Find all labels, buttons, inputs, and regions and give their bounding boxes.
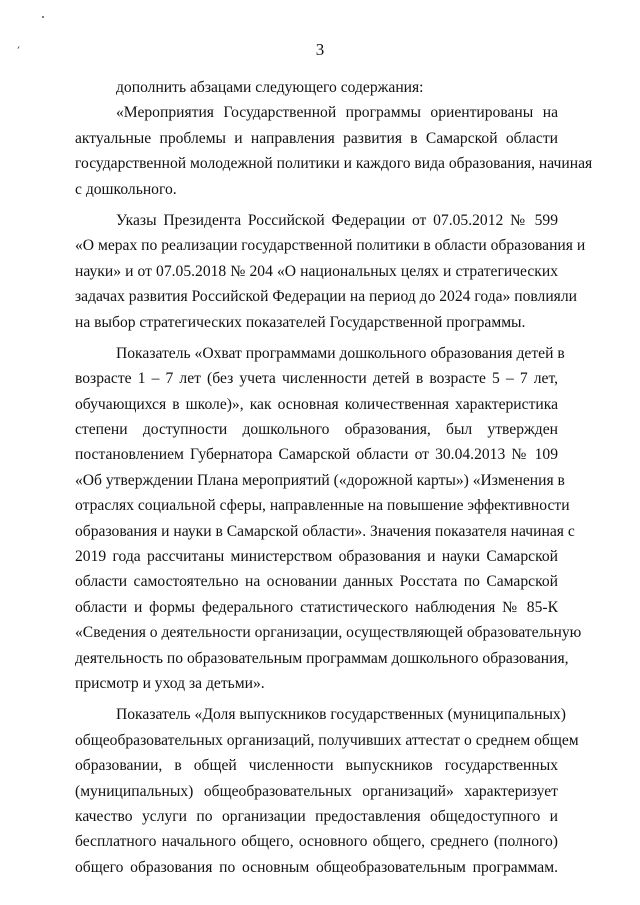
text-line: Показатель «Доля выпускников государственных (муниципальных) xyxy=(116,706,566,724)
text-line: образования и науки в Самарской области». Значения показателя начиная с xyxy=(75,522,575,540)
text-line: «Об утверждении Плана мероприятий («дорожной карты») «Изменения в xyxy=(75,471,565,489)
text-line: Указы Президента Российской Федерации от 07.05.2012 № 599 xyxy=(116,211,558,229)
text-line: государственной молодежной политики и каждого вида образования, начиная xyxy=(75,155,593,173)
text-line: Показатель «Охват программами дошкольного образования детей в xyxy=(116,344,565,362)
text-line: 2019 года рассчитаны министерством образования и науки Самарской xyxy=(75,548,558,566)
text-line: (муниципальных) общеобразовательных организаций» характеризует xyxy=(75,782,558,800)
text-line: области и формы федерального статистического наблюдения № 85-К xyxy=(75,598,558,616)
text-line: области самостоятельно на основании данных Росстата по Самарской xyxy=(75,573,558,591)
text-line: присмотр и уход за детьми». xyxy=(75,674,265,692)
text-line: общеобразовательных организаций, получивших аттестат о среднем общем xyxy=(75,731,579,749)
text-line: «Мероприятия Государственной программы ориентированы на xyxy=(116,104,558,122)
text-line: задачах развития Российской Федерации на период до 2024 года» повлияли xyxy=(75,288,577,306)
text-line: отраслях социальной сферы, направленные на повышение эффективности xyxy=(75,497,570,515)
text-line: на выбор стратегических показателей Государственной программы. xyxy=(75,313,526,331)
text-line: постановлением Губернатора Самарской области от 30.04.2013 № 109 xyxy=(75,446,558,464)
text-line: качество услуги по организации предоставления общедоступного и xyxy=(75,807,558,825)
text-line: бесплатного начального общего, основного общего, среднего (полного) xyxy=(75,833,558,851)
text-line: деятельность по образовательным программам дошкольного образования, xyxy=(75,649,569,667)
text-line: общего образования по основным общеобразовательным программам. xyxy=(75,858,558,876)
document-body xyxy=(75,75,593,880)
text-line: актуальные проблемы и направления развития в Самарской области xyxy=(75,129,558,147)
text-line: образовании, в общей численности выпускников государственных xyxy=(75,757,558,775)
text-line: с дошкольного. xyxy=(75,180,177,198)
page-number: 3 xyxy=(315,40,325,59)
text-line: науки» и от 07.05.2018 № 204 «О национальных целях и стратегических xyxy=(75,262,558,280)
scan-speck xyxy=(42,16,44,18)
text-line: степени доступности дошкольного образования, был утвержден xyxy=(75,421,558,439)
text-line: «Сведения о деятельности организации, осуществляющей образовательную xyxy=(75,624,582,642)
text-line: «О мерах по реализации государственной политики в области образования и xyxy=(75,237,586,255)
text-line: возрасте 1 – 7 лет (без учета численности детей в возрасте 5 – 7 лет, xyxy=(75,370,558,388)
text-line: обучающихся в школе)», как основная количественная характеристика xyxy=(75,395,558,413)
text-line: дополнить абзацами следующего содержания: xyxy=(116,79,424,96)
